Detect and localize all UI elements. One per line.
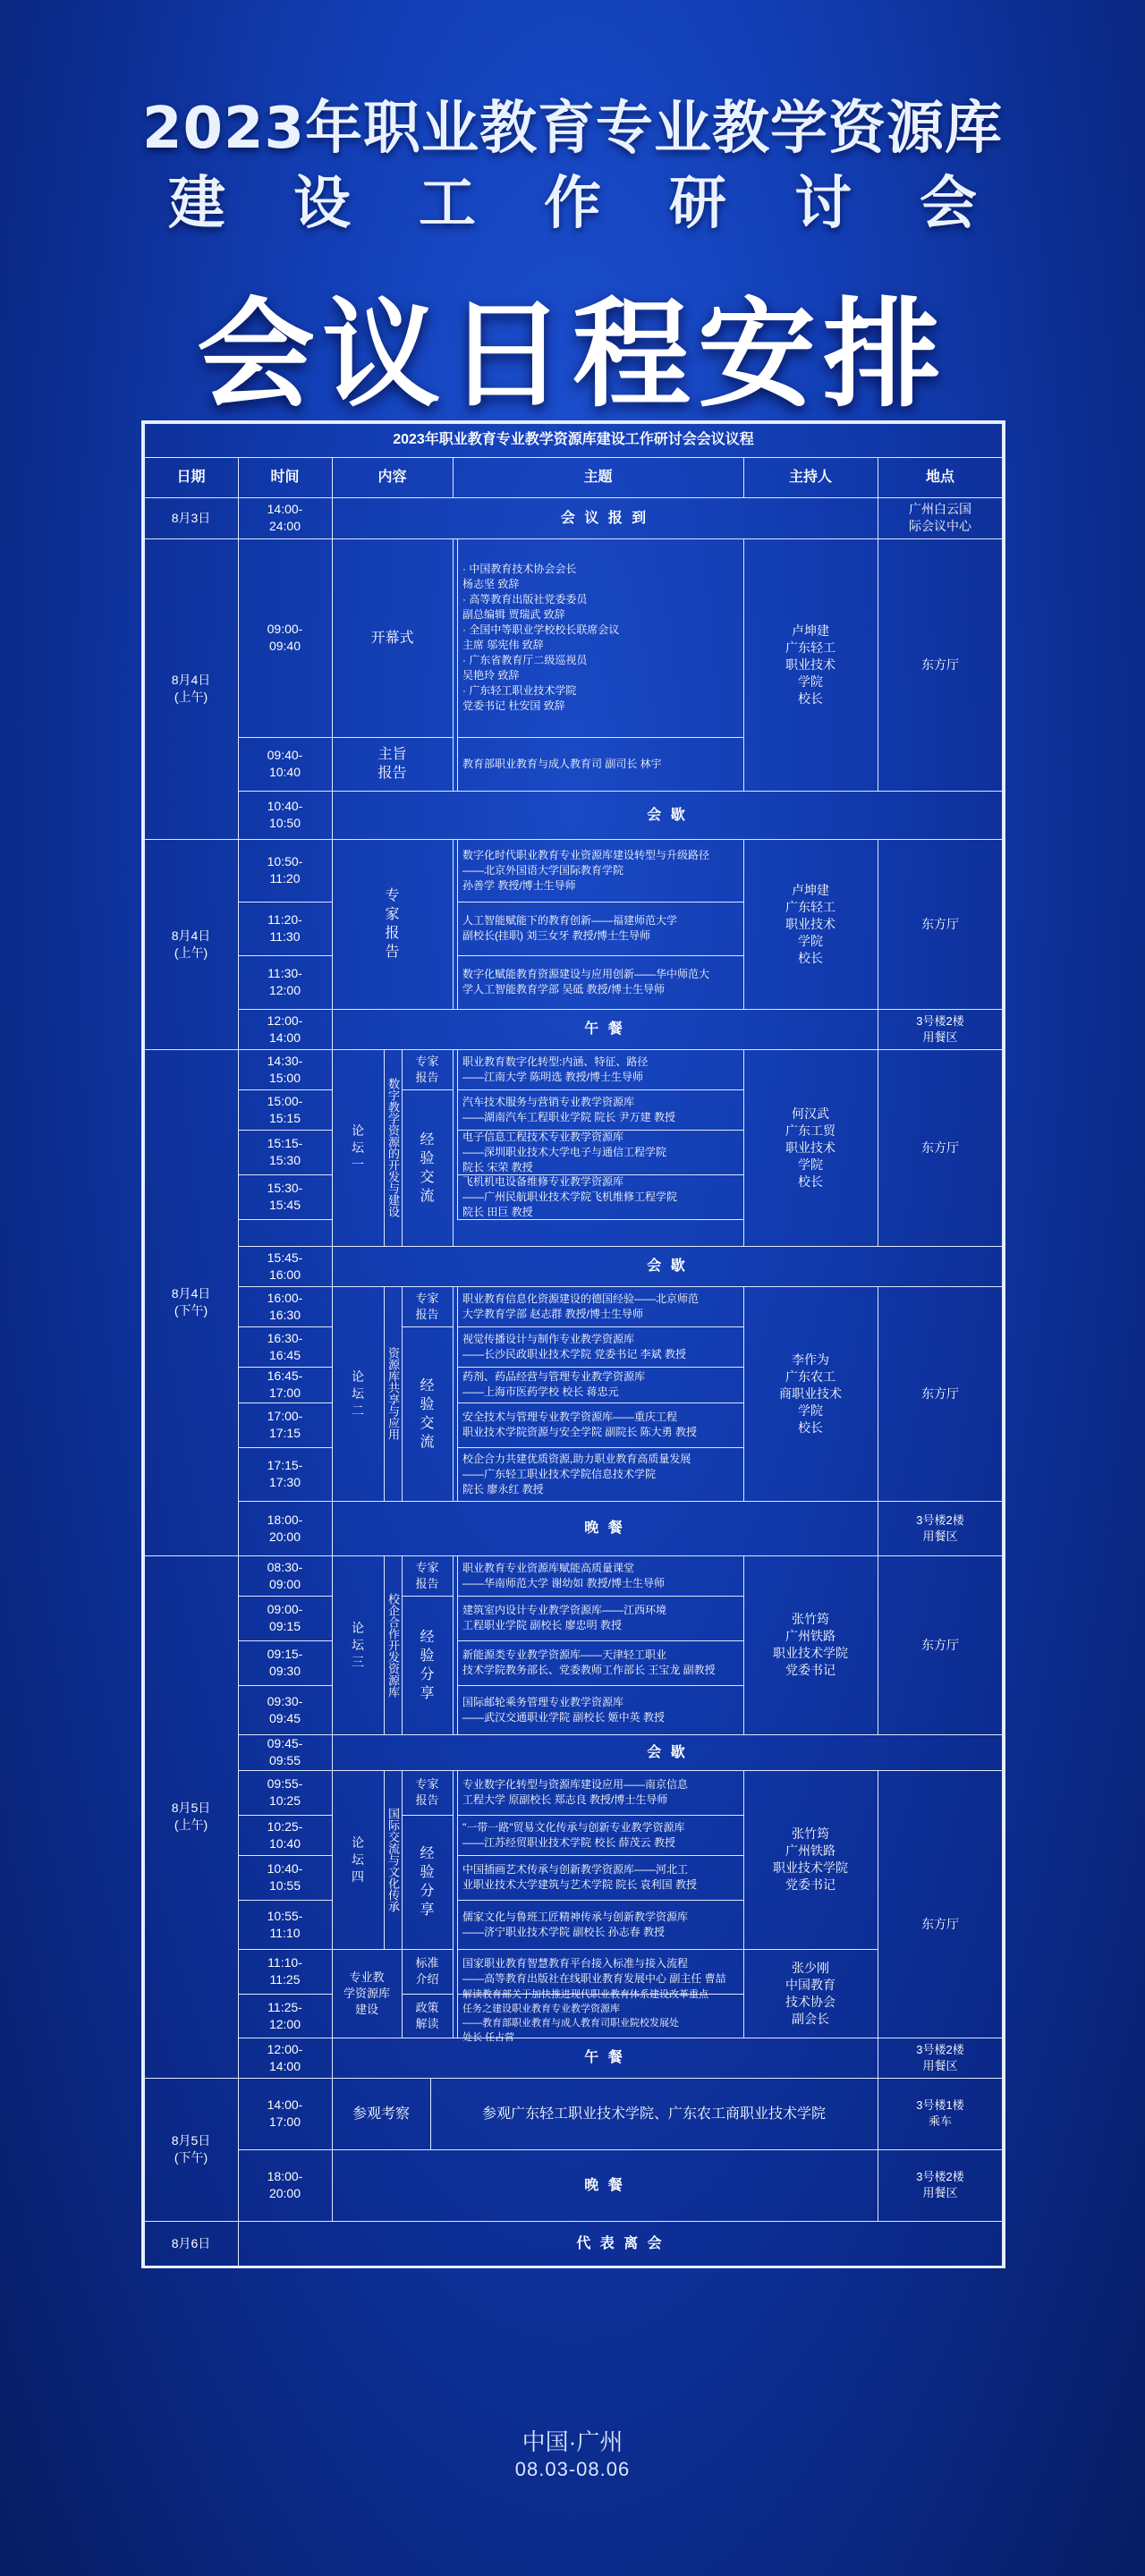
table-cell — [240, 839, 330, 902]
vertical-label: 数字教学资源的开发与建设 — [386, 1078, 400, 1217]
cell-text: 09:15- 09:30 — [267, 1647, 303, 1678]
table-cell — [462, 1815, 740, 1855]
table-cell — [240, 1994, 330, 2038]
table-cell — [386, 1555, 400, 1734]
cell-text: 16:45- 17:00 — [267, 1368, 303, 1400]
table-cell — [240, 1815, 330, 1855]
cell-text: 建筑室内设计专业教学资源库——江西环境 工程职业学院 副校长 廖忠明 教授 — [462, 1604, 667, 1631]
table-cell — [462, 1286, 740, 1326]
cell-text: 经 验 交 流 — [420, 1377, 435, 1450]
cell-text: 11:20- 11:30 — [267, 912, 302, 944]
cell-text: 解读教育部关于加快推进现代职业教育体系建设改革重点 任务之建设职业教育专业教学资源库 ——教育部职业教育与成人教育司职业院校发展处 处长 任占营 — [462, 1988, 708, 2043]
header-date: 日期 — [176, 469, 206, 485]
table-cell — [334, 1501, 876, 1555]
table-cell — [462, 1685, 740, 1734]
cell-text: 东方厅 — [921, 1637, 959, 1652]
cell-text: 中国插画艺术传承与创新教学资源库——河北工 业职业技术大学建筑与艺术学院 院长 袁利国 教授 — [462, 1863, 698, 1891]
table-cell — [240, 1174, 330, 1219]
table-cell — [879, 2078, 1001, 2149]
table-cell — [240, 1596, 330, 1640]
cell-text: 14:00- 24:00 — [267, 502, 303, 533]
table-cell — [462, 955, 740, 1009]
table-cell — [745, 1949, 876, 2038]
cell-text: 17:15- 17:30 — [267, 1458, 303, 1489]
cell-text: 电子信息工程技术专业教学资源库 ——深圳职业技术大学电子与通信工程学院 院长 宋荣 教授 — [462, 1130, 667, 1174]
header-host: 主持人 — [788, 469, 832, 485]
table-cell — [879, 1286, 1001, 1501]
title-line-3: 会议日程安排 — [197, 286, 948, 424]
vertical-label: 资源库共享与应用 — [386, 1347, 400, 1440]
cell-text: 药剂、药品经营与管理专业教学资源库 ——上海市医药学校 校长 蒋忠元 — [462, 1370, 646, 1398]
title-line-2: 建设工作研讨会 — [168, 171, 1045, 237]
table-cell — [240, 1770, 330, 1815]
cell-text: 职业教育专业资源库赋能高质量课堂 ——华南师范大学 谢幼如 教授/博士生导师 — [462, 1561, 666, 1589]
table-cell — [462, 839, 740, 902]
cell-text: 18:00- 20:00 — [267, 1512, 303, 1544]
cell-text: 15:15- 15:30 — [267, 1136, 303, 1167]
cell-text: 18:00- 20:00 — [267, 2169, 303, 2200]
cell-text: 8月5日 (上午) — [171, 1801, 211, 1832]
table-cell — [146, 497, 236, 538]
cell-text: 8月4日 (上午) — [171, 673, 211, 704]
cell-text: 论 坛 三 — [352, 1620, 364, 1669]
cell-text: 经 验 交 流 — [420, 1131, 435, 1204]
cell-text: 晚 餐 — [584, 2177, 625, 2193]
header-content: 内容 — [377, 469, 407, 485]
cell-text: 职业教育数字化转型:内涵、特征、路径 ——江南大学 陈明选 教授/博士生导师 — [462, 1055, 649, 1083]
cell-text: 15:30- 15:45 — [267, 1181, 303, 1212]
table-cell — [240, 1447, 330, 1501]
table-cell — [146, 839, 236, 1049]
table-cell — [462, 1855, 740, 1900]
table-cell — [334, 1770, 382, 1949]
cell-text: 职业教育信息化资源建设的德国经验——北京师范 大学教育学部 赵志群 教授/博士生导师 — [462, 1292, 700, 1320]
table-cell — [403, 1949, 451, 1994]
cell-text: 15:45- 16:00 — [267, 1250, 303, 1282]
table-cell — [334, 791, 1001, 839]
footer-location: 中国·广州 — [522, 2428, 623, 2455]
cell-text: 专 家 报 告 — [385, 888, 400, 960]
table-cell — [462, 1326, 740, 1367]
cell-text: 张竹筠 广州铁路 职业技术学院 党委书记 — [773, 1612, 848, 1677]
cell-text: 专业教 学资源库 建设 — [343, 1970, 390, 2016]
table-cell — [240, 955, 330, 1009]
cell-text: 会 歇 — [647, 1258, 688, 1274]
cell-text: 3号楼2楼 用餐区 — [916, 1013, 964, 1044]
table-cell — [146, 2221, 236, 2266]
table-cell — [745, 1770, 876, 1949]
cell-text: 参观考察 — [352, 2106, 410, 2122]
table-cell — [240, 1130, 330, 1174]
table-cell — [240, 497, 330, 538]
table-cell — [146, 1049, 236, 1555]
table-cell — [462, 1130, 740, 1174]
cell-text: 国际邮轮乘务管理专业教学资源库 ——武汉交通职业学院 副校长 姬中英 教授 — [462, 1695, 666, 1724]
cell-text: 专家 报告 — [415, 1291, 439, 1321]
table-cell — [240, 538, 330, 737]
cell-text: 专家 报告 — [415, 1777, 439, 1807]
cell-text: 张竹筠 广州铁路 职业技术学院 党委书记 — [773, 1826, 848, 1892]
cell-text: 视觉传播设计与制作专业教学资源库 ——长沙民政职业技术学院 党委书记 李斌 教授 — [462, 1332, 687, 1360]
table-cell — [240, 1555, 330, 1596]
cell-text: "一带一路"贸易文化传承与创新专业教学资源库 ——江苏经贸职业技术学院 校长 薛茂云 教授 — [462, 1820, 685, 1849]
cell-text: 标准 介绍 — [415, 1956, 439, 1986]
table-cell — [334, 2149, 876, 2221]
cell-text: 会 议 报 到 — [560, 510, 649, 526]
table-cell — [462, 1988, 740, 2043]
table-cell — [240, 1501, 330, 1555]
cell-text: 开幕式 — [370, 630, 414, 646]
cell-text: 东方厅 — [921, 657, 959, 672]
cell-text: 3号楼2楼 用餐区 — [916, 1513, 964, 1543]
cell-text: 论 坛 四 — [352, 1835, 364, 1884]
table-cell — [240, 1049, 330, 1089]
table-cell — [334, 1734, 1001, 1770]
table-cell — [879, 538, 1001, 791]
table-cell — [334, 1555, 382, 1734]
table-cell — [745, 1555, 876, 1734]
cell-text: 专业数字化转型与资源库建设应用——南京信息 工程大学 原副校长 郑志良 教授/博士生导师 — [462, 1778, 689, 1806]
table-cell — [745, 538, 876, 791]
table-cell — [240, 1949, 330, 1994]
cell-text: 11:10- 11:25 — [267, 1955, 302, 1987]
table-cell — [146, 1555, 236, 2078]
cell-text: 儒家文化与鲁班工匠精神传承与创新教学资源库 ——济宁职业技术学院 副校长 孙志春 教授 — [462, 1910, 689, 1938]
table-cell — [240, 1367, 330, 1402]
header-topic: 主题 — [583, 469, 613, 485]
cell-text: 会 歇 — [647, 807, 688, 823]
cell-text: 12:00- 14:00 — [267, 1013, 303, 1045]
cell-text: 8月6日 — [171, 2235, 211, 2250]
cell-text: 10:55- 11:10 — [267, 1908, 303, 1940]
cell-text: 8月4日 (下午) — [171, 1286, 211, 1318]
table-cell — [240, 737, 330, 791]
table-cell — [334, 737, 451, 791]
table-cell — [334, 2038, 876, 2078]
cell-text: 12:00- 14:00 — [267, 2041, 303, 2073]
schedule-table — [141, 420, 1005, 2268]
table-cell — [462, 1447, 740, 1501]
title-line-1: 2023年职业教育专业教学资源库 — [141, 96, 1004, 162]
cell-text: 何汉武 广东工贸 职业技术 学院 校长 — [785, 1106, 835, 1189]
table-cell — [432, 2078, 876, 2149]
cell-text: 午 餐 — [584, 2050, 625, 2065]
cell-text: 卢坤建 广东轻工 职业技术 学院 校长 — [785, 623, 835, 706]
cell-text: 经 验 分 享 — [420, 1629, 435, 1701]
table-cell — [462, 1174, 740, 1219]
header-venue: 地点 — [925, 469, 954, 485]
cell-text: 经 验 分 享 — [420, 1846, 435, 1918]
cell-text: 09:45- 09:55 — [267, 1736, 303, 1767]
cell-text: 晚 餐 — [584, 1521, 625, 1536]
table-cell — [403, 1286, 451, 1326]
cell-text: 10:40- 10:55 — [267, 1861, 303, 1893]
table-cell — [240, 1246, 330, 1286]
cell-text: 09:40- 10:40 — [267, 748, 303, 779]
table-cell — [334, 1949, 400, 2038]
table-cell — [879, 1049, 1001, 1246]
table-cell — [745, 839, 876, 1009]
cell-text: 8月5日 (下午) — [171, 2133, 211, 2165]
cell-text: 会 歇 — [647, 1744, 688, 1760]
cell-text: 3号楼2楼 用餐区 — [916, 2042, 964, 2072]
cell-text: 8月4日 (上午) — [171, 928, 211, 960]
table-cell — [240, 2221, 1001, 2266]
table-cell — [240, 791, 330, 839]
cell-text: 论 坛 一 — [352, 1123, 364, 1172]
cell-text: 教育部职业教育与成人教育司 副司长 林宇 — [462, 757, 662, 770]
table-cell — [240, 1734, 330, 1770]
cell-text: 8月3日 — [171, 510, 211, 525]
table-cell — [240, 1640, 330, 1685]
table-cell — [462, 1049, 740, 1089]
table-cell — [462, 538, 740, 737]
cell-text: 汽车技术服务与营销专业教学资源库 ——湖南汽车工程职业学院 院长 尹万建 教授 — [462, 1095, 676, 1123]
table-cell — [334, 1286, 382, 1501]
table-cell — [462, 1900, 740, 1949]
table-cell — [334, 538, 451, 737]
table-cell — [240, 1402, 330, 1447]
cell-text: 11:25- 12:00 — [267, 1999, 302, 2031]
table-cell — [462, 1089, 740, 1130]
cell-text: 3号楼1楼 乘车 — [916, 2098, 964, 2128]
table-cell — [462, 1770, 740, 1815]
table-cell — [240, 1009, 330, 1049]
cell-text: 午 餐 — [584, 1021, 625, 1037]
cell-text: 数字化赋能教育资源建设与应用创新——华中师范大 学人工智能教育学部 吴砥 教授/博士生导师 — [462, 968, 710, 996]
cell-text: 飞机机电设备维修专业教学资源库 ——广州民航职业技术学院飞机维修工程学院 院长 田巨 教授 — [462, 1174, 678, 1218]
table-cell — [462, 737, 740, 791]
table-cell — [334, 2078, 428, 2149]
cell-text: 李作为 广东农工 商职业技术 学院 校长 — [779, 1352, 842, 1435]
cell-text: 代 表 离 会 — [576, 2235, 665, 2251]
vertical-label: 校企合作开发资源库 — [386, 1592, 400, 1698]
cell-text: 10:40- 10:50 — [267, 799, 303, 830]
table-cell — [334, 1049, 382, 1246]
cell-text: 09:30- 09:45 — [267, 1693, 303, 1725]
table-cell — [403, 1049, 451, 1089]
table-cell — [462, 1596, 740, 1640]
cell-text: 16:30- 16:45 — [267, 1330, 303, 1362]
cell-text: 14:30- 15:00 — [267, 1053, 303, 1085]
cell-text: 主旨 报告 — [377, 747, 407, 781]
cell-text: 政策 解读 — [415, 2000, 439, 2030]
cell-text: 东方厅 — [921, 1140, 959, 1155]
cell-text: 17:00- 17:15 — [267, 1409, 303, 1440]
table-cell — [403, 1326, 451, 1501]
cell-text: 11:30- 12:00 — [267, 966, 302, 997]
table-cell — [334, 839, 451, 1009]
cell-text: 专家 报告 — [415, 1054, 439, 1084]
vertical-label: 国际交流与文化传承 — [386, 1807, 400, 1912]
cell-text: 16:00- 16:30 — [267, 1290, 303, 1322]
table-cell — [879, 497, 1001, 538]
cell-text: 东方厅 — [921, 1916, 959, 1931]
table-cell — [240, 2078, 330, 2149]
cell-text: 新能源类专业教学资源库——天津轻工职业 技术学院教务部长、党委教师工作部长 王宝龙 副教授 — [462, 1648, 716, 1676]
table-cell — [334, 1009, 876, 1049]
cell-text: 卢坤建 广东轻工 职业技术 学院 校长 — [785, 882, 835, 965]
table-cell — [462, 902, 740, 955]
table-cell — [403, 1089, 451, 1246]
table-cell — [879, 1501, 1001, 1555]
cell-text: 东方厅 — [921, 1385, 959, 1401]
cell-text: 09:00- 09:40 — [267, 622, 303, 653]
table-cell — [240, 1900, 330, 1949]
cell-text: 张少刚 中国教育 技术协会 副会长 — [785, 1960, 835, 2026]
table-cell — [334, 497, 876, 538]
cell-text: 广州白云国 际会议中心 — [909, 502, 971, 533]
table-cell — [403, 1555, 451, 1596]
table-cell — [403, 1770, 451, 1815]
table-cell — [879, 1009, 1001, 1049]
cell-text: 14:00- 17:00 — [267, 2097, 303, 2129]
cell-text: 东方厅 — [921, 916, 959, 931]
cell-text: 15:00- 15:15 — [267, 1093, 303, 1125]
cell-text: · 中国教育技术协会会长 杨志坚 致辞 · 高等教育出版社党委委员 副总编辑 贾瑞武 致辞 · 全国中等职业学校校长联席会议 主席 邬宪伟 致辞 · 广东省教育厅二级巡视员 吴艳玲 致辞 · 广东轻工职业技术学院 党委书记 杜安国 致辞 — [462, 563, 620, 712]
table-cell — [879, 1770, 1001, 2078]
cell-text: 10:50- 11:20 — [267, 854, 303, 886]
cell-text: 参观广东轻工职业技术学院、广东农工商职业技术学院 — [481, 2106, 826, 2122]
cell-text: 08:30- 09:00 — [267, 1559, 303, 1591]
cell-text: 09:00- 09:15 — [267, 1602, 303, 1633]
table-cell — [462, 1640, 740, 1685]
table-cell — [334, 1246, 1001, 1286]
table-cell — [745, 1286, 876, 1501]
cell-text: 数字化时代职业教育专业资源库建设转型与升级路径 ——北京外国语大学国际教育学院 孙善学 教授/博士生导师 — [462, 848, 710, 892]
cell-text: 09:55- 10:25 — [267, 1776, 303, 1808]
cell-text: 安全技术与管理专业教学资源库——重庆工程 职业技术学院资源与安全学院 副院长 陈大勇 教授 — [462, 1411, 698, 1438]
table-cell — [240, 1286, 330, 1326]
header-time: 时间 — [270, 469, 300, 485]
table-cell — [879, 1555, 1001, 1734]
table-cell — [386, 1770, 400, 1949]
schedule-cells — [144, 423, 1003, 2266]
table-cell — [240, 2149, 330, 2221]
table-cell — [386, 1049, 400, 1246]
table-cell — [240, 1089, 330, 1130]
table-cell — [403, 1596, 451, 1734]
table-cell — [403, 1815, 451, 1949]
table-cell — [403, 1994, 451, 2038]
table-cell — [879, 2149, 1001, 2221]
table-cell — [240, 1855, 330, 1900]
table-cell — [879, 839, 1001, 1009]
table-cell — [240, 1326, 330, 1367]
table-cell — [240, 902, 330, 955]
table-cell — [240, 1685, 330, 1734]
table-cell — [879, 2038, 1001, 2078]
table-cell — [462, 1555, 740, 1596]
table-caption: 2023年职业教育专业教学资源库建设工作研讨会会议议程 — [393, 432, 754, 447]
footer-dates: 08.03-08.06 — [514, 2458, 631, 2480]
cell-text: 校企合力共建优质资源,助力职业教育高质量发展 ——广东轻工职业技术学院信息技术学院 院长 廖永红 教授 — [462, 1452, 691, 1496]
table-cell — [146, 2078, 236, 2221]
cell-text: 10:25- 10:40 — [267, 1818, 303, 1851]
table-cell — [462, 1367, 740, 1402]
table-cell — [745, 1049, 876, 1246]
cell-text: 国家职业教育智慧教育平台接入标准与接入流程 ——高等教育出版社在线职业教育发展中心 副主任 曹喆 — [462, 1957, 726, 1985]
table-cell — [386, 1286, 400, 1501]
cell-text: 专家 报告 — [415, 1560, 439, 1590]
cell-text: 3号楼2楼 用餐区 — [916, 2170, 964, 2199]
table-cell — [462, 1402, 740, 1447]
table-cell — [240, 2038, 330, 2078]
cell-text: 论 坛 二 — [352, 1368, 364, 1418]
cell-text: 人工智能赋能下的教育创新——福建师范大学 副校长(挂职) 刘三女牙 教授/博士生导师 — [462, 914, 678, 942]
table-cell — [146, 538, 236, 839]
